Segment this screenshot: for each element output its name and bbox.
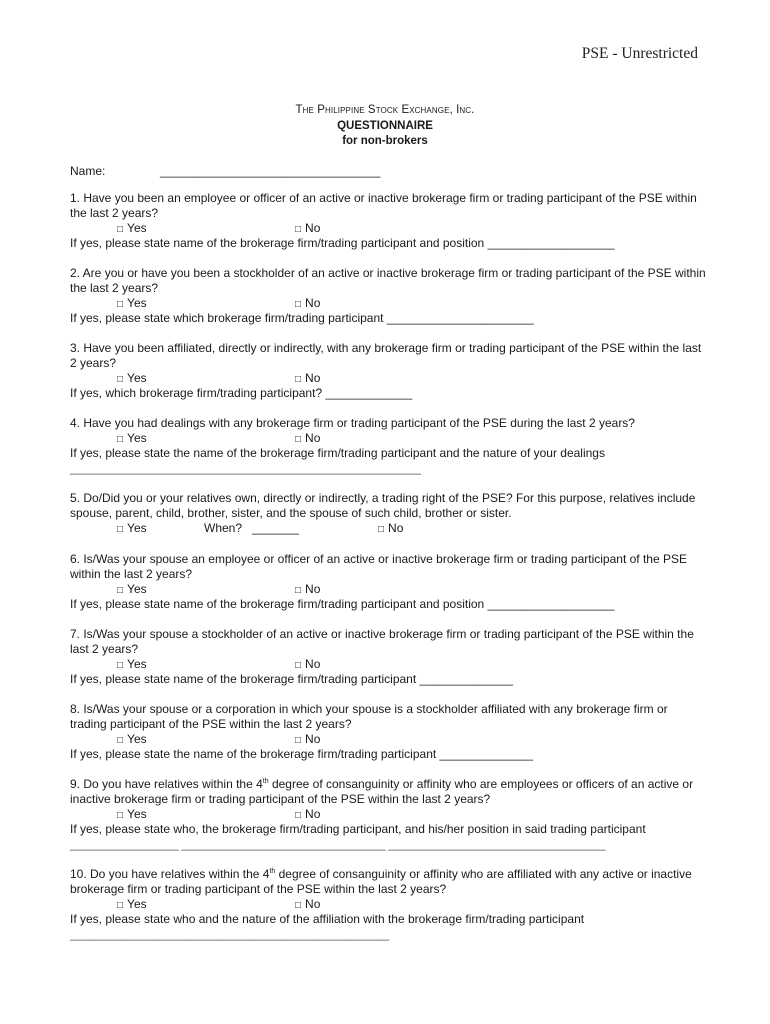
checkbox-icon[interactable]: □ [295, 810, 302, 821]
followup-text: If yes, please state name of the brokerage firm/trading participant and position ___________________ [70, 236, 615, 250]
answer-blank[interactable]: __________________________________________________ [70, 927, 389, 941]
checkbox-icon[interactable]: □ [295, 224, 302, 235]
yes-label: Yes [127, 732, 147, 746]
answer-options [70, 371, 706, 386]
followup-text: If yes, please state name of the brokerage firm/trading participant and position ___________________ [70, 597, 615, 611]
no-option[interactable] [295, 371, 320, 387]
question-text-start: 9. Do you have relatives within the 4 [70, 777, 263, 791]
yes-label: Yes [127, 897, 147, 911]
question-9 [70, 777, 706, 852]
question-10 [70, 867, 706, 942]
followup-text: If yes, please state who and the nature of the affiliation with the brokerage firm/trading participant [70, 912, 585, 926]
no-label: No [305, 371, 321, 385]
question-4 [70, 416, 706, 476]
checkbox-icon[interactable]: □ [117, 299, 124, 310]
checkbox-icon[interactable]: □ [117, 434, 124, 445]
question-2 [70, 266, 706, 326]
answer-options [70, 521, 706, 536]
yes-label: Yes [127, 521, 147, 535]
checkbox-icon[interactable]: □ [295, 735, 302, 746]
name-blank[interactable]: _________________________________ [160, 164, 381, 178]
document-subtitle: for non-brokers [342, 135, 428, 147]
question-6 [70, 552, 706, 612]
yes-option[interactable] [117, 221, 147, 237]
yes-option[interactable] [117, 431, 147, 447]
ordinal-suffix: th [269, 868, 276, 875]
checkbox-icon[interactable]: □ [295, 900, 302, 911]
question-7 [70, 627, 706, 687]
checkbox-icon[interactable]: □ [378, 524, 385, 535]
question-3 [70, 341, 706, 401]
answer-options [70, 582, 706, 597]
question-text [70, 777, 706, 807]
answer-options [70, 807, 706, 822]
yes-option[interactable] [117, 657, 147, 673]
checkbox-icon[interactable]: □ [295, 434, 302, 445]
ordinal-suffix: th [262, 778, 269, 785]
when-field[interactable] [204, 521, 299, 536]
yes-option[interactable] [117, 732, 147, 748]
question-text: 7. Is/Was your spouse a stockholder of an active or inactive brokerage firm or trading participant of the PSE within the last 2 years? [70, 627, 694, 656]
answer-options [70, 221, 706, 236]
checkbox-icon[interactable]: □ [117, 900, 124, 911]
answer-options [70, 657, 706, 672]
question-5 [70, 491, 706, 536]
no-label: No [388, 521, 404, 535]
no-option[interactable] [295, 657, 320, 673]
yes-option[interactable] [117, 521, 147, 537]
no-option[interactable] [295, 296, 320, 312]
checkbox-icon[interactable]: □ [295, 585, 302, 596]
no-option[interactable] [295, 807, 320, 823]
checkbox-icon[interactable]: □ [117, 224, 124, 235]
answer-blank[interactable]: _________________ ________________________________ __________________________________ [70, 837, 606, 851]
checkbox-icon[interactable]: □ [117, 585, 124, 596]
classification-label: PSE - Unrestricted [581, 45, 698, 62]
question-text: 1. Have you been an employee or officer of an active or inactive brokerage firm or trading participant of the PSE within the last 2 years? [70, 191, 697, 220]
question-text-end: degree of consanguinity or affinity who are affiliated with any active or inactive brokerage firm or trading participant of the PSE within the last 2 years? [70, 867, 692, 896]
checkbox-icon[interactable]: □ [117, 524, 124, 535]
no-option[interactable] [378, 521, 403, 537]
no-label: No [305, 296, 321, 310]
yes-label: Yes [127, 431, 147, 445]
no-option[interactable] [295, 897, 320, 913]
no-label: No [305, 732, 321, 746]
no-option[interactable] [295, 582, 320, 598]
no-label: No [305, 221, 321, 235]
checkbox-icon[interactable]: □ [117, 374, 124, 385]
checkbox-icon[interactable]: □ [117, 735, 124, 746]
yes-label: Yes [127, 582, 147, 596]
checkbox-icon[interactable]: □ [117, 810, 124, 821]
question-text: 4. Have you had dealings with any brokerage firm or trading participant of the PSE during the last 2 years? [70, 416, 635, 430]
checkbox-icon[interactable]: □ [117, 660, 124, 671]
name-field-row [70, 164, 710, 179]
question-text-end: degree of consanguinity or affinity who are employees or officers of an active or inactive brokerage firm or trading participant of the PSE within the last 2 years? [70, 777, 694, 806]
answer-blank[interactable]: _______________________________________________________ [70, 461, 421, 475]
followup-text: If yes, please state which brokerage firm/trading participant ______________________ [70, 311, 534, 325]
yes-label: Yes [127, 807, 147, 821]
followup-text: If yes, please state the name of the brokerage firm/trading participant and the nature of your dealings [70, 446, 605, 460]
followup-text: If yes, which brokerage firm/trading participant? _____________ [70, 386, 413, 400]
followup-text: If yes, please state name of the brokerage firm/trading participant ______________ [70, 672, 513, 686]
no-option[interactable] [295, 431, 320, 447]
checkbox-icon[interactable]: □ [295, 374, 302, 385]
document-title: QUESTIONNAIRE [337, 119, 433, 132]
yes-option[interactable] [117, 371, 147, 387]
question-text: 2. Are you or have you been a stockholder of an active or inactive brokerage firm or trading participant of the PSE within the last 2 years? [70, 266, 706, 295]
name-label: Name: [70, 164, 106, 178]
yes-option[interactable] [117, 296, 147, 312]
answer-options [70, 296, 706, 311]
question-1 [70, 191, 706, 251]
question-8 [70, 702, 706, 762]
when-label: When? [204, 521, 243, 535]
question-text: 3. Have you been affiliated, directly or indirectly, with any brokerage firm or trading participant of the PSE within the last 2 years? [70, 341, 702, 370]
yes-label: Yes [127, 296, 147, 310]
answer-options [70, 732, 706, 747]
yes-option[interactable] [117, 897, 147, 913]
question-text: 6. Is/Was your spouse an employee or officer of an active or inactive brokerage firm or trading participant of the PSE within the last 2 years? [70, 552, 687, 581]
no-label: No [305, 582, 321, 596]
question-text: 8. Is/Was your spouse or a corporation in which your spouse is a stockholder affiliated with any brokerage firm or trading participant of the PSE within the last 2 years? [70, 702, 668, 731]
followup-text: If yes, please state who, the brokerage firm/trading participant, and his/her position in said trading participant [70, 822, 646, 836]
when-blank[interactable]: _______ [252, 521, 299, 535]
organization-name: The Philippine Stock Exchange, Inc. [295, 104, 475, 116]
checkbox-icon[interactable]: □ [295, 660, 302, 671]
document-header [0, 103, 770, 150]
no-label: No [305, 657, 321, 671]
yes-option[interactable] [117, 807, 147, 823]
yes-label: Yes [127, 657, 147, 671]
no-label: No [305, 897, 321, 911]
yes-label: Yes [127, 221, 147, 235]
question-text: 5. Do/Did you or your relatives own, directly or indirectly, a trading right of the PSE? For this purpose, relatives include spouse, parent, child, brother, sister, and the spouse of such child, brother or sister. [70, 491, 696, 520]
no-option[interactable] [295, 221, 320, 237]
question-text [70, 867, 706, 897]
no-label: No [305, 807, 321, 821]
no-option[interactable] [295, 732, 320, 748]
question-text-start: 10. Do you have relatives within the 4 [70, 867, 270, 881]
checkbox-icon[interactable]: □ [295, 299, 302, 310]
yes-label: Yes [127, 371, 147, 385]
answer-options [70, 897, 706, 912]
yes-option[interactable] [117, 582, 147, 598]
followup-text: If yes, please state the name of the brokerage firm/trading participant ______________ [70, 747, 533, 761]
answer-options [70, 431, 706, 446]
no-label: No [305, 431, 321, 445]
